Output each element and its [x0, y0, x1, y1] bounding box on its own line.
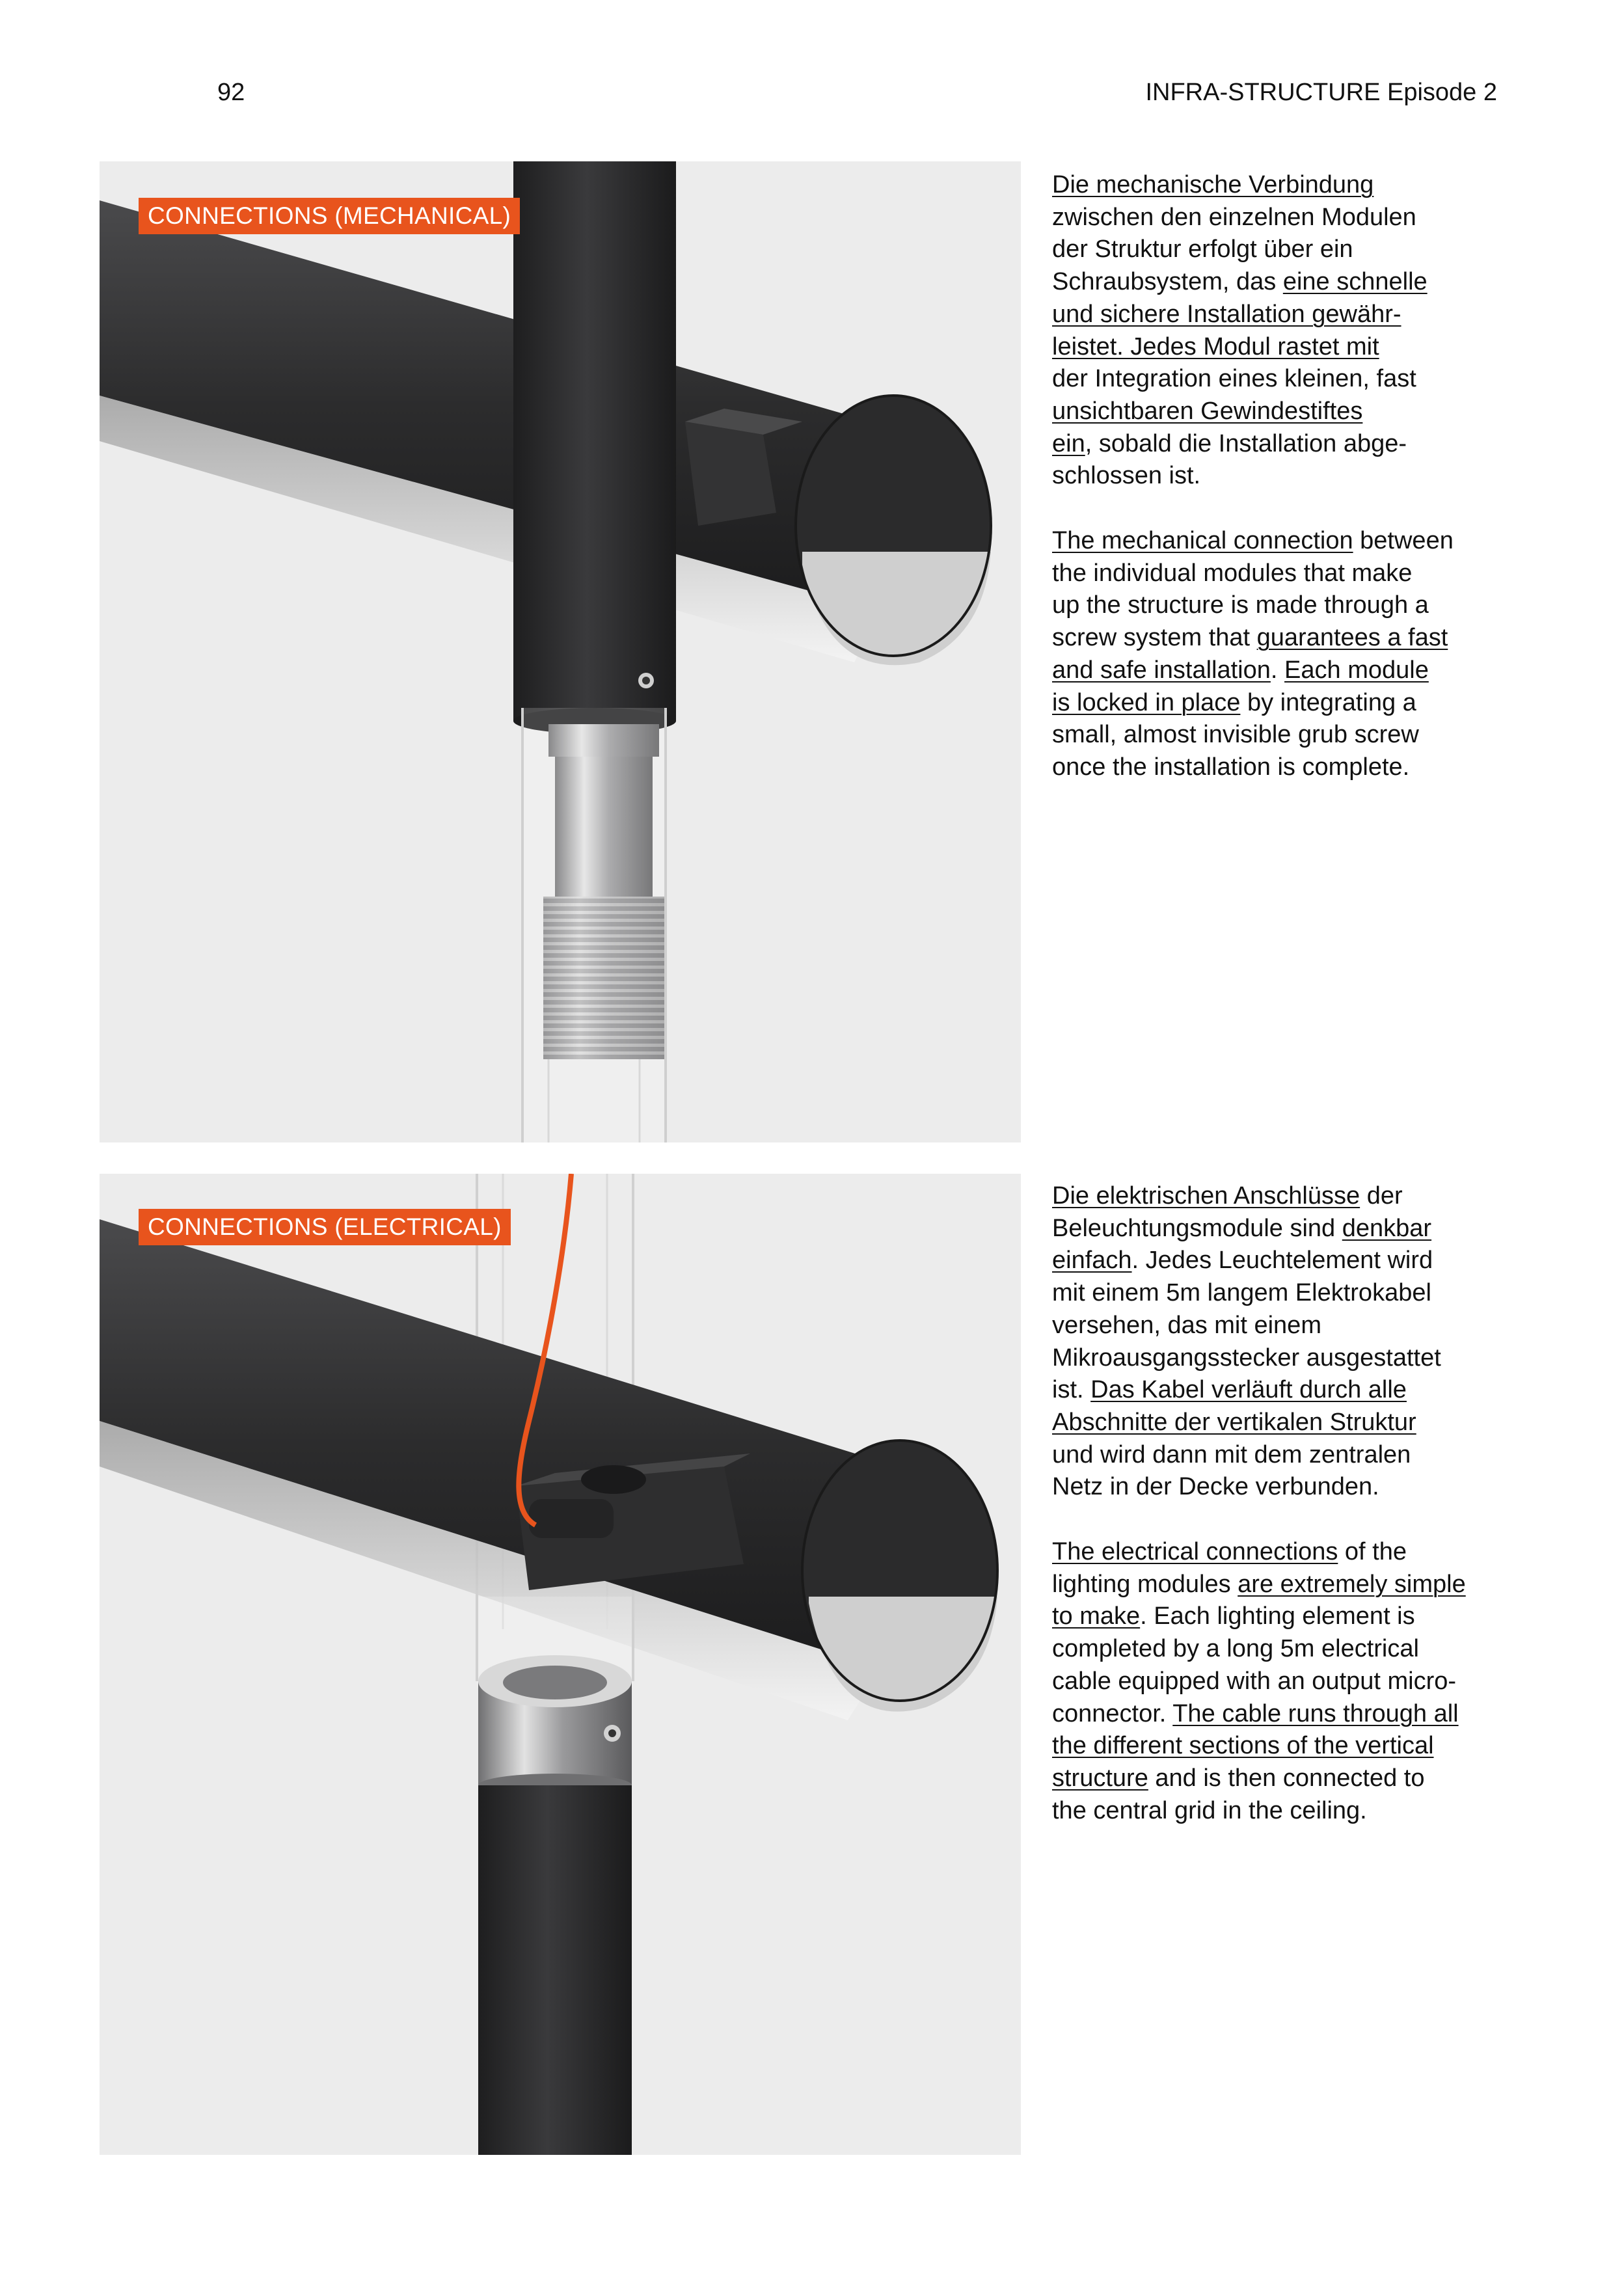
text-run: Netz in der Decke verbunden.: [1052, 1473, 1379, 1501]
text-run: . Each lighting element is: [1140, 1602, 1415, 1630]
text-run: cable equipped with an output micro-: [1052, 1667, 1457, 1695]
text-run: und wird dann mit dem zentralen: [1052, 1440, 1411, 1468]
text-run: Schraubsystem, das: [1052, 268, 1283, 296]
underlined-text: the different sections of the vertical: [1052, 1732, 1434, 1760]
text-run: , sobald die Installation abge-: [1085, 429, 1407, 457]
text-run: zwischen den einzelnen Modulen: [1052, 203, 1416, 231]
text-run: the central grid in the ceiling.: [1052, 1796, 1367, 1824]
mechanical-description: [1052, 169, 1508, 817]
mechanical-connection-figure: [100, 161, 1021, 1142]
underlined-text: structure: [1052, 1764, 1148, 1792]
underlined-text: The mechanical connection: [1052, 527, 1353, 555]
electrical-connection-illustration: [100, 1174, 1021, 2155]
text-run: the individual modules that make: [1052, 559, 1413, 587]
text-run: small, almost invisible grub screw: [1052, 721, 1419, 749]
text-run: once the installation is complete.: [1052, 753, 1410, 781]
electrical-text-en: [1052, 1536, 1508, 1827]
section-label-mechanical: CONNECTIONS (MECHANICAL): [139, 198, 520, 234]
underlined-text: are extremely simple: [1238, 1570, 1466, 1598]
section-label-electrical: CONNECTIONS (ELECTRICAL): [139, 1209, 511, 1245]
electrical-connection-figure: [100, 1174, 1021, 2155]
publication-title: INFRA-STRUCTURE Episode 2: [1145, 79, 1497, 106]
underlined-text: The electrical connections: [1052, 1538, 1338, 1566]
text-run: versehen, das mit einem: [1052, 1311, 1321, 1339]
underlined-text: Das Kabel verläuft durch alle: [1090, 1376, 1407, 1404]
underlined-text: unsichtbaren Gewindestiftes: [1052, 397, 1363, 425]
text-run: and is then connected to: [1148, 1764, 1425, 1792]
mechanical-text-en: [1052, 525, 1508, 784]
text-run: by integrating a: [1240, 688, 1416, 716]
text-run: screw system that: [1052, 624, 1257, 652]
text-run: der: [1360, 1182, 1403, 1210]
underlined-text: Die elektrischen Anschlüsse: [1052, 1182, 1360, 1210]
text-run: . Jedes Leuchtelement wird: [1131, 1247, 1433, 1275]
text-run: up the structure is made through a: [1052, 591, 1429, 619]
underlined-text: einfach: [1052, 1247, 1132, 1275]
electrical-text-de: [1052, 1180, 1508, 1504]
text-run: Mikroausgangsstecker ausgestattet: [1052, 1344, 1441, 1372]
text-run: of the: [1338, 1538, 1407, 1566]
underlined-text: eine schnelle: [1282, 268, 1428, 296]
underlined-text: ein: [1052, 429, 1085, 457]
text-run: der Struktur erfolgt über ein: [1052, 236, 1353, 264]
underlined-text: to make: [1052, 1602, 1141, 1630]
underlined-text: leistet. Jedes Modul rastet mit: [1052, 332, 1379, 360]
text-run: der Integration eines kleinen, fast: [1052, 365, 1416, 393]
electrical-description: [1052, 1180, 1508, 1859]
text-run: lighting modules: [1052, 1570, 1238, 1598]
underlined-text: Abschnitte der vertikalen Struktur: [1052, 1408, 1416, 1436]
underlined-text: guarantees a fast: [1256, 624, 1448, 652]
text-run: ist.: [1052, 1376, 1091, 1404]
page-number: 92: [217, 79, 245, 106]
underlined-text: Die mechanische Verbindung: [1052, 171, 1374, 198]
underlined-text: and safe installation: [1052, 656, 1271, 684]
text-run: connector.: [1052, 1699, 1173, 1727]
mechanical-connection-illustration: [100, 161, 1021, 1142]
mechanical-text-de: [1052, 169, 1508, 493]
underlined-text: Each module: [1284, 656, 1429, 684]
text-run: between: [1353, 527, 1454, 555]
text-run: .: [1270, 656, 1285, 684]
text-run: schlossen ist.: [1052, 462, 1201, 490]
text-run: Beleuchtungsmodule sind: [1052, 1214, 1342, 1242]
text-run: mit einem 5m langem Elektrokabel: [1052, 1279, 1431, 1307]
underlined-text: und sichere Installation gewähr-: [1052, 300, 1401, 328]
text-run: completed by a long 5m electrical: [1052, 1635, 1419, 1663]
underlined-text: denkbar: [1342, 1214, 1432, 1242]
underlined-text: is locked in place: [1052, 688, 1241, 716]
underlined-text: The cable runs through all: [1172, 1699, 1459, 1727]
